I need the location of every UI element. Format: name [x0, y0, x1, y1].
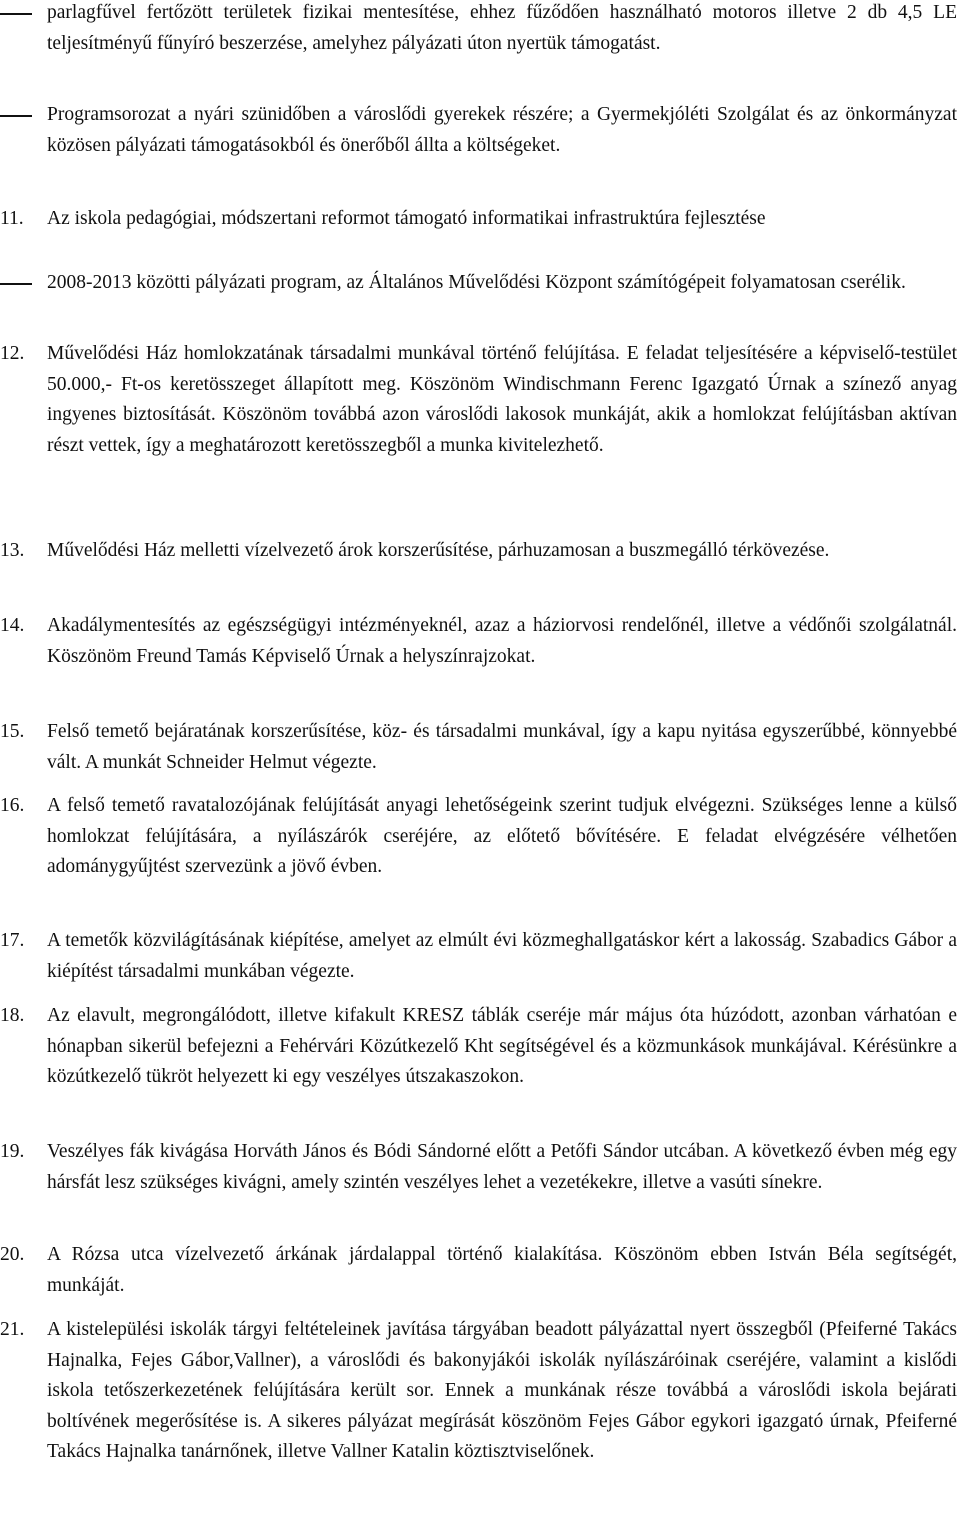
item-text: Az elavult, megrongálódott, illetve kifakult KRESZ táblák cseréje már május óta húzódott, azonban várhatóan e hónapban sikerül befejezni a Fehérvári Közútkezelő Kht segítségével és a közmunkások munkájával. Kérésünkre a közútkezelő tükröt helyezett ki egy veszélyes útszakaszokon.	[47, 1005, 957, 1088]
list-item-16	[0, 791, 957, 883]
list-item-11	[0, 204, 957, 235]
list-item-15	[0, 717, 957, 778]
item-number: 20.	[0, 1244, 25, 1265]
dash-item-mowing	[47, 0, 957, 59]
item-text: A Rózsa utca vízelvezető árkának járdalappal történő kialakítása. Köszönöm ebben István Béla segítségét, munkáját.	[47, 1244, 957, 1296]
item-number: 18.	[0, 1005, 25, 1026]
dash-item-computers	[47, 268, 957, 299]
item-text: A felső temető ravatalozójának felújítását anyagi lehetőségeink szerint tudjuk elvégezni. Szükséges lenne a külső homlokzat felújítására, a nyílászárók cseréjére, az előtető bővítésére. E feladat elvégzésére vélhetően adománygyűjtést szervezünk a jövő évben.	[47, 795, 957, 878]
item-text: Művelődési Ház melletti vízelvezető árok korszerűsítése, párhuzamosan a buszmegálló térkövezése.	[47, 540, 830, 561]
dash-bullet	[0, 13, 32, 15]
item-number: 14.	[0, 615, 25, 636]
list-item-18	[0, 1001, 957, 1093]
list-item-14	[0, 611, 957, 672]
dash-item-text: Programsorozat a nyári szünidőben a városlődi gyerekek részére; a Gyermekjóléti Szolgálat és az önkormányzat közösen pályázati támogatásokból és önerőből állta a költségeket.	[47, 104, 957, 156]
item-number: 16.	[0, 795, 25, 816]
list-item-21	[0, 1315, 957, 1468]
dash-bullet	[0, 283, 32, 285]
list-item-13	[0, 536, 957, 567]
dash-item-text: 2008-2013 közötti pályázati program, az Általános Művelődési Központ számítógépeit folyamatosan cserélik.	[47, 272, 906, 293]
item-text: Művelődési Ház homlokzatának társadalmi munkával történő felújítása. E feladat teljesítésére a képviselő-testület 50.000,- Ft-os keretösszeget állapított meg. Köszönöm Windischmann Ferenc Igazgató Úrnak a színező anyag ingyenes biztosítását. Köszönöm továbbá azon városlődi lakosok munkáját, akik a homlokzat felújításban aktívan részt vettek, így a meghatározott keretösszegből a munka kivitelezhető.	[47, 343, 957, 456]
list-item-19	[0, 1137, 957, 1198]
dash-item-summer-program	[47, 100, 957, 161]
item-number: 17.	[0, 930, 25, 951]
dash-bullet	[0, 115, 32, 117]
item-text: Veszélyes fák kivágása Horváth János és Bódi Sándorné előtt a Petőfi Sándor utcában. A következő évben még egy hársfát lesz szükséges kivágni, amely szintén veszélyes lehet a vezetékekre, illetve a vasúti sínekre.	[47, 1141, 957, 1193]
item-number: 21.	[0, 1319, 25, 1340]
item-text: Az iskola pedagógiai, módszertani reformot támogató informatikai infrastruktúra fejlesztése	[47, 208, 766, 229]
item-text: Akadálymentesítés az egészségügyi intézményeknél, azaz a háziorvosi rendelőnél, illetve a védőnői szolgálatnál. Köszönöm Freund Tamás Képviselő Úrnak a helyszínrajzokat.	[47, 615, 957, 667]
list-item-12	[0, 339, 957, 461]
list-item-20	[0, 1240, 957, 1301]
item-number: 12.	[0, 343, 25, 364]
item-number: 11.	[0, 208, 24, 229]
item-text: A kistelepülési iskolák tárgyi feltételeinek javítása tárgyában beadott pályázattal nyert összegből (Pfeiferné Takács Hajnalka, Fejes Gábor,Vallner), a városlődi és bakonyjákói iskolák nyílászáróinak cseréjére, valamint a kislődi iskola tetőszerkezetének felújítására került sor. Ennek a munkának része továbbá a városlődi iskola bejárati boltívének megerősítése is. A sikeres pályázat megírását köszönöm Fejes Gábor egykori igazgató úrnak, Pfeiferné Takács Hajnalka tanárnőnek, illetve Vallner Katalin köztisztviselőnek.	[47, 1319, 957, 1463]
item-number: 15.	[0, 721, 25, 742]
item-number: 13.	[0, 540, 25, 561]
item-number: 19.	[0, 1141, 25, 1162]
item-text: A temetők közvilágításának kiépítése, amelyet az elmúlt évi közmeghallgatáskor kért a lakosság. Szabadics Gábor a kiépítést társadalmi munkában végezte.	[47, 930, 957, 982]
item-text: Felső temető bejáratának korszerűsítése, köz- és társadalmi munkával, így a kapu nyitása egyszerűbbé, könnyebbé vált. A munkát Schneider Helmut végezte.	[47, 721, 957, 773]
list-item-17	[0, 926, 957, 987]
dash-item-text: parlagfűvel fertőzött területek fizikai mentesítése, ehhez fűződően használható motoros illetve 2 db 4,5 LE teljesítményű fűnyíró beszerzése, amelyhez pályázati úton nyertük támogatást.	[47, 2, 957, 54]
